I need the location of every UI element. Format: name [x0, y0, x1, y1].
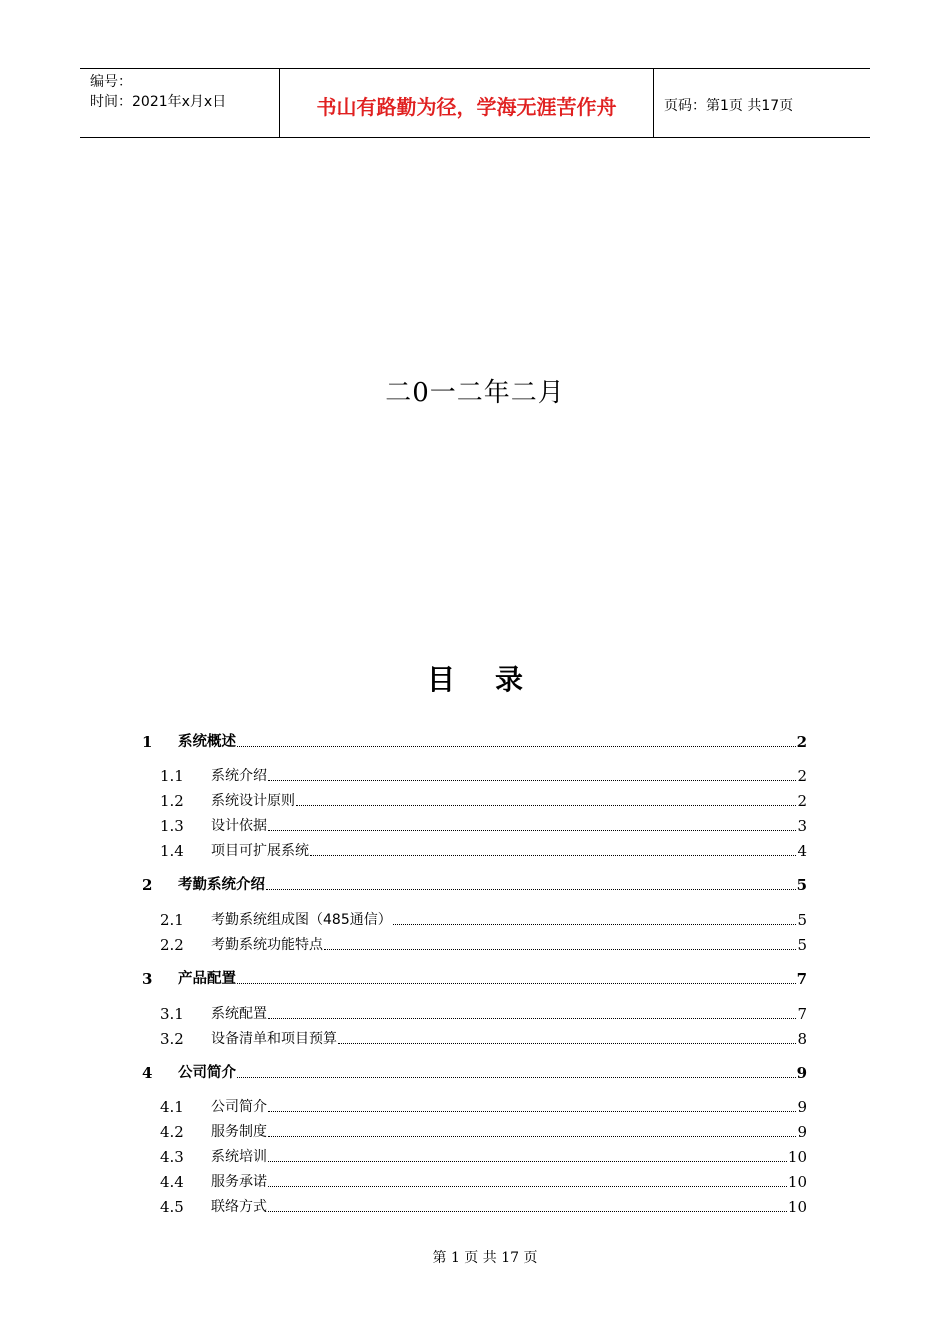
- toc-entry[interactable]: [142, 966, 807, 988]
- toc-entry-number: 1: [142, 733, 153, 751]
- toc-entry-page: 10: [787, 1173, 807, 1191]
- dot-leader: [310, 854, 796, 856]
- dot-leader: [268, 829, 796, 831]
- dot-leader: [237, 745, 796, 747]
- toc-entry[interactable]: [160, 1169, 807, 1191]
- dot-leader: [268, 1160, 787, 1162]
- toc-entry[interactable]: [160, 1026, 807, 1048]
- toc-entry-page: 3: [797, 817, 807, 835]
- toc-entry-title: 系统配置: [211, 1006, 267, 1022]
- toc-entry-number: 1.1: [160, 767, 184, 785]
- toc-entry-number: 1.4: [160, 842, 184, 860]
- dot-leader: [268, 1210, 787, 1212]
- page-footer: 第 1 页 共 17 页: [432, 1250, 538, 1266]
- time-label: 时间：2021年x月x日: [90, 94, 227, 110]
- toc-entry-number: 2.1: [160, 911, 184, 929]
- toc-entry-number: 2: [142, 876, 153, 894]
- toc-entry[interactable]: [160, 1119, 807, 1141]
- toc-entry[interactable]: [160, 763, 807, 785]
- toc-entry-title: 项目可扩展系统: [211, 843, 309, 859]
- toc-entry-number: 1.2: [160, 792, 184, 810]
- toc-entry-title: 服务制度: [211, 1124, 267, 1140]
- toc-entry-title: 考勤系统介绍: [178, 877, 265, 893]
- toc-entry-number: 2.2: [160, 936, 184, 954]
- toc-title: 目录: [426, 663, 563, 696]
- toc-entry-title: 系统设计原则: [211, 793, 295, 809]
- toc-entry-number: 4: [142, 1064, 153, 1082]
- toc-entry-page: 10: [787, 1198, 807, 1216]
- dot-leader: [237, 982, 796, 984]
- toc-entry-number: 3.2: [160, 1030, 184, 1048]
- toc-entry-page: 8: [797, 1030, 807, 1048]
- dot-leader: [268, 1110, 796, 1112]
- dot-leader: [266, 888, 796, 890]
- toc-entry-number: 1.3: [160, 817, 184, 835]
- header-page-info: 页码：第1页 共17页: [664, 98, 794, 114]
- toc-entry-number: 4.3: [160, 1148, 184, 1166]
- toc-entry[interactable]: [160, 1094, 807, 1116]
- toc-entry-page: 9: [797, 1123, 807, 1141]
- toc-entry[interactable]: [160, 788, 807, 810]
- toc-entry-page: 10: [787, 1148, 807, 1166]
- toc-entry-page: 9: [797, 1098, 807, 1116]
- toc-entry-title: 考勤系统功能特点: [211, 937, 323, 953]
- toc-entry-number: 3: [142, 970, 153, 988]
- dot-leader: [268, 1135, 796, 1137]
- toc-entry-page: 9: [796, 1064, 807, 1082]
- dot-leader: [268, 779, 796, 781]
- toc-entry-title: 系统介绍: [211, 768, 267, 784]
- toc-entry-title: 产品配置: [178, 971, 236, 987]
- code-label: 编号：: [90, 74, 132, 90]
- toc-entry-title: 设备清单和项目预算: [211, 1031, 337, 1047]
- dot-leader: [268, 1185, 787, 1187]
- toc-entry-number: 4.5: [160, 1198, 184, 1216]
- dot-leader: [324, 948, 796, 950]
- toc-entry[interactable]: [142, 729, 807, 751]
- dot-leader: [338, 1042, 796, 1044]
- toc-entry-page: 5: [797, 936, 807, 954]
- toc-entry-title: 联络方式: [211, 1199, 267, 1215]
- toc-entry[interactable]: [160, 1001, 807, 1023]
- toc-entry-number: 3.1: [160, 1005, 184, 1023]
- toc-entry-title: 系统培训: [211, 1149, 267, 1165]
- toc-entry-title: 服务承诺: [211, 1174, 267, 1190]
- toc-entry-page: 5: [796, 876, 807, 894]
- dot-leader: [268, 1017, 796, 1019]
- dot-leader: [296, 804, 796, 806]
- toc-entry[interactable]: [160, 907, 807, 929]
- dot-leader: [393, 923, 797, 925]
- toc-entry-page: 7: [797, 1005, 807, 1023]
- toc-entry-title: 考勤系统组成图（485通信）: [211, 912, 392, 928]
- toc-entry[interactable]: [160, 1194, 807, 1216]
- toc-entry-page: 7: [796, 970, 807, 988]
- toc-entry-title: 公司简介: [211, 1099, 267, 1115]
- page-header: [80, 68, 870, 138]
- toc-entry[interactable]: [160, 932, 807, 954]
- toc-entry-number: 4.4: [160, 1173, 184, 1191]
- toc-entry-page: 2: [797, 767, 807, 785]
- toc-entry-page: 2: [797, 792, 807, 810]
- toc-entry-page: 2: [796, 733, 807, 751]
- date-title: 二0一二年二月: [385, 378, 565, 408]
- toc-entry-number: 4.1: [160, 1098, 184, 1116]
- header-motto: 书山有路勤为径，学海无涯苦作舟: [280, 69, 654, 137]
- toc-entry[interactable]: [142, 1060, 807, 1082]
- toc-entry[interactable]: [160, 1144, 807, 1166]
- toc-entry[interactable]: [160, 838, 807, 860]
- toc-entry-title: 设计依据: [211, 818, 267, 834]
- toc-entry-title: 公司简介: [178, 1065, 236, 1081]
- toc-entry-page: 5: [797, 911, 807, 929]
- dot-leader: [237, 1076, 796, 1078]
- toc-entry[interactable]: [160, 813, 807, 835]
- toc-entry-number: 4.2: [160, 1123, 184, 1141]
- toc-entry-page: 4: [797, 842, 807, 860]
- toc-entry[interactable]: [142, 872, 807, 894]
- header-meta: [80, 69, 280, 137]
- toc-entry-title: 系统概述: [178, 734, 236, 750]
